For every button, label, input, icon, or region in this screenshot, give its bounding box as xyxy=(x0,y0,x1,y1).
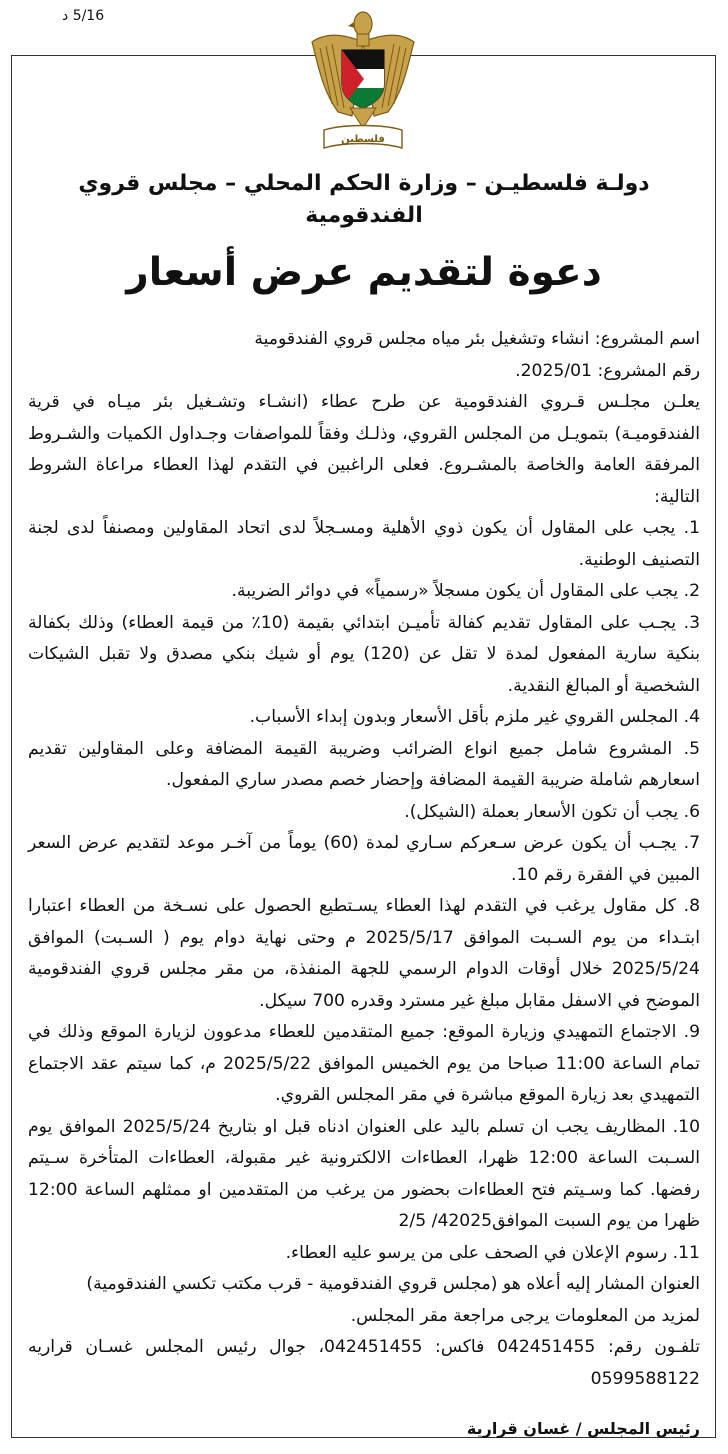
condition-item: 11. رسوم الإعلان في الصحف على من يرسو عليه العطاء. xyxy=(285,1242,700,1263)
condition-item: 6. يجب أن تكون الأسعار بعملة (الشيكل). xyxy=(404,801,700,822)
conditions-list xyxy=(28,513,700,1269)
condition-item: 2. يجب على المقاول أن يكون مسجلاً «رسمياً» في دوائر الضريبة. xyxy=(231,581,700,601)
page-reference: 5/16 د xyxy=(62,8,105,24)
project-number: رقم المشروع: 2025/01. xyxy=(515,360,700,381)
address: العنوان المشار إليه أعلاه هو (مجلس قروي الفندقومية - قرب مكتب تكسي الفندقومية) xyxy=(86,1274,700,1294)
condition-item: 9. الاجتماع التمهيدي وزيارة الموقع: جميع المتقدمين للعطاء مدعوون لزيارة الموقع وذلك في تمام الساعة 11:00 صباحا من يوم الخميس الموافق 2025/5/22 م، كما سيتم عقد الاجتماع التمهيدي بعد زيارة الموقع مباشرة في مقر المجلس القروي. xyxy=(28,1022,700,1105)
condition-item: 5. المشروع شامل جميع انواع الضرائب وضريبة القيمة المضافة وعلى المقاولين تقديم اسعارهم شاملة ضريبة القيمة المضافة وإحضار خصم مصدر ساري المفعول. xyxy=(28,738,700,790)
condition-item: 1. يجب على المقاول أن يكون ذوي الأهلية ومسـجلاً لدى اتحاد المقاولين ومصنفاً لدى لجنة التصنيف الوطنية. xyxy=(28,518,700,570)
header-line: دولـة فلسطيـن – وزارة الحكم المحلي – مجلس قروي الفندقومية xyxy=(78,171,650,228)
palestine-eagle-emblem-icon xyxy=(304,4,422,160)
intro-paragraph: يعلـن مجلـس قـروي الفندقومية عن طرح عطاء (انشـاء وتشـغيل بئر ميـاه في قرية الفندقوميـة) بتمويـل من المجلس القروي، وذلـك وفقاً للمواصفات وجـداول الكميات والشـروط المرفقة العامة والخاصة بالمشـروع. فعلى الراغبين في التقدم لهذا العطاء مراعاة الشروط التالية: xyxy=(28,392,700,507)
announcement-body xyxy=(28,168,700,1454)
contact-info: تلفـون رقم: 042451455 فاكس: 042451455، جوال رئيس المجلس غسـان قراريه 0599588122 xyxy=(28,1337,700,1389)
signature: رئيس المجلس / غسان قرارية xyxy=(466,1419,700,1438)
page-title: دعوة لتقديم عرض أسعار xyxy=(126,250,602,295)
condition-item: 7. يجـب أن يكون عرض سـعركم سـاري لمدة (60) يوماً من آخـر موعد لتقديم عرض السعر المبين في الفقرة رقم 10. xyxy=(28,833,700,885)
condition-item: 10. المظاريف يجب ان تسلم باليد على العنوان ادناه قبل او بتاريخ 2025/5/24 الموافق يوم السـبت الساعة 12:00 ظهرا، العطاءات الالكترونية غير مقبولة، العطاءات المتأخرة سـيتم رفضها. كما وسـيتم فتح العطاءات بحضور من يرغب من المتقدمين او ممثلهم الساعة 12:00 ظهرا من يوم السبت الموافق42025/ 2/5 xyxy=(28,1116,701,1231)
more-info: لمزيد من المعلومات يرجى مراجعة مقر المجلس. xyxy=(350,1305,700,1326)
condition-item: 4. المجلس القروي غير ملزم بأقل الأسعار وبدون إبداء الأسباب. xyxy=(249,707,700,727)
emblem-text: فلسطين xyxy=(341,134,385,145)
project-name: اسم المشروع: انشاء وتشغيل بئر مياه مجلس قروي الفندقومية xyxy=(254,329,700,349)
condition-item: 3. يجـب على المقاول تقديم كفالة تأميـن ابتدائي بقيمة (10٪ من قيمة العطاء) وذلك بكفالة بنكية سارية المفعول لمدة لا تقل عن (120) يوم أو شيك بنكي مصدق ولا تقبل الشيكات الشخصية أو المبالغ النقدية. xyxy=(28,612,701,696)
condition-item: 8. كل مقاول يرغب في التقدم لهذا العطاء يسـتطيع الحصول على نسـخة من العطاء اعتبارا ابتـداء من يوم السـبت الموافق 2025/5/17 م وحتى نهاية دوام يوم ( السـبت) الموافق 2025/5/24 خلال أوقات الدوام الرسمي للجهة المنفذة، من مقر مجلس قروي الفندقومية الموضح في الاسفل مقابل مبلغ غير مسترد وقدره 700 سيكل. xyxy=(28,896,700,1011)
